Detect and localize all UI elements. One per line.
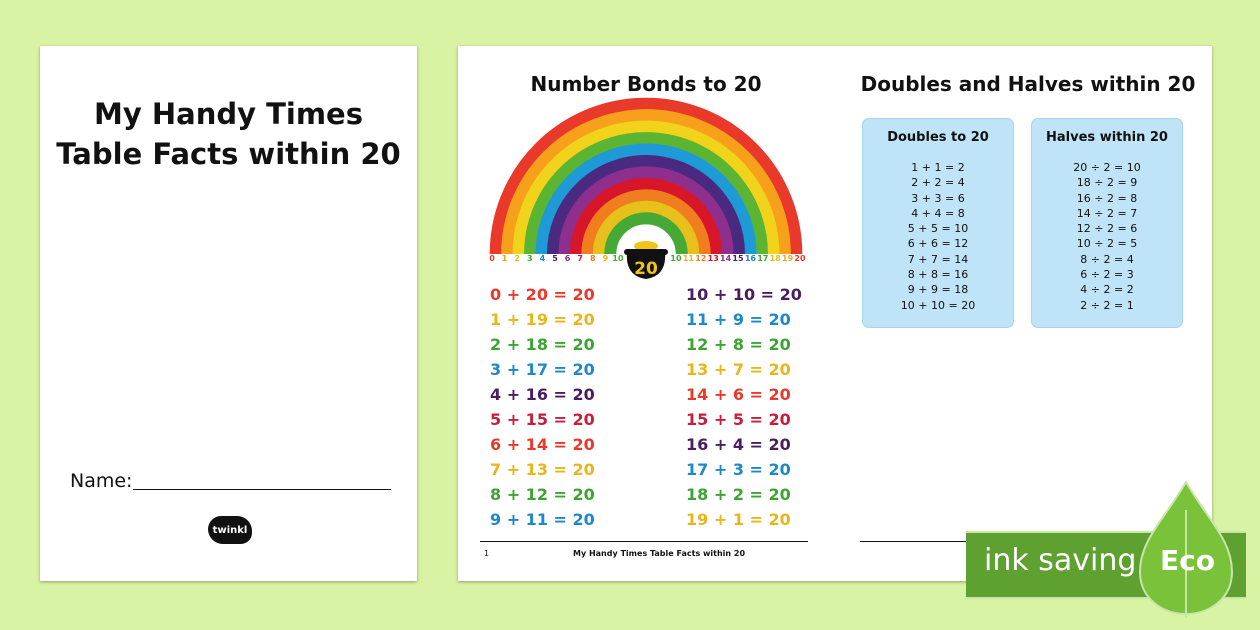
content-page [458, 46, 1212, 581]
bond-equation: 15 + 5 = 20 [686, 410, 791, 429]
fact-item: 10 + 10 = 20 [900, 298, 976, 312]
twinkl-logo: twinkl [208, 516, 252, 544]
halves-list [1032, 160, 1182, 313]
scale-label: 10 [670, 254, 682, 263]
fact-item: 7 + 7 = 14 [907, 252, 969, 266]
bond-equation: 11 + 9 = 20 [686, 310, 791, 329]
bond-equation: 0 + 20 = 20 [490, 285, 595, 304]
rainbow-graphic [488, 106, 804, 286]
scale-label: 1 [501, 254, 508, 263]
bond-equation: 9 + 11 = 20 [490, 510, 595, 529]
halves-box [1031, 118, 1183, 328]
scale-label: 11 [682, 254, 694, 263]
scale-label: 6 [564, 254, 571, 263]
bonds-right-column [686, 282, 802, 532]
scale-label: 2 [514, 254, 520, 263]
bond-equation: 7 + 13 = 20 [490, 460, 595, 479]
fact-item: 10 ÷ 2 = 5 [1076, 237, 1138, 251]
scale-label: 4 [539, 254, 546, 263]
bond-equation: 1 + 19 = 20 [490, 310, 595, 329]
eco-label: Eco [1160, 544, 1215, 577]
scale-label: 8 [590, 254, 596, 263]
bond-equation: 18 + 2 = 20 [686, 485, 791, 504]
footer-text: My Handy Times Table Facts within 20 [573, 549, 746, 558]
pot-of-gold-icon [624, 241, 668, 279]
scale-label: 17 [757, 254, 769, 263]
scale-label: 18 [769, 254, 781, 263]
name-line [133, 489, 391, 490]
fact-item: 1 + 1 = 2 [911, 161, 965, 174]
pot-number: 20 [634, 259, 658, 279]
scale-label: 0 [489, 254, 495, 263]
page-number: 1 [484, 549, 490, 558]
doubles-halves-title: Doubles and Halves within 20 [860, 72, 1196, 96]
bond-equation: 8 + 12 = 20 [490, 485, 595, 504]
scale-label: 19 [782, 254, 794, 263]
scale-label: 16 [744, 254, 756, 263]
bond-equation: 17 + 3 = 20 [686, 460, 791, 479]
fact-item: 6 + 6 = 12 [907, 237, 969, 251]
bond-equation: 19 + 1 = 20 [686, 510, 791, 529]
scale-label: 5 [552, 254, 558, 263]
cover-title [40, 94, 417, 174]
bond-equation: 5 + 15 = 20 [490, 410, 595, 429]
halves-box-title: Halves within 20 [1046, 130, 1168, 145]
scale-label: 12 [695, 254, 707, 263]
fact-item: 6 ÷ 2 = 3 [1080, 268, 1134, 282]
doubles-box-title: Doubles to 20 [887, 130, 989, 145]
fact-item: 20 ÷ 2 = 10 [1073, 161, 1141, 174]
bonds-left-column [490, 282, 595, 532]
cover-page [40, 46, 417, 581]
fact-item: 16 ÷ 2 = 8 [1076, 191, 1138, 205]
cover-title-line-2: Table Facts within 20 [56, 137, 401, 171]
scale-label: 14 [720, 254, 732, 263]
fact-item: 5 + 5 = 10 [907, 222, 969, 236]
scale-label: 15 [732, 254, 744, 263]
cover-title-line-1: My Handy Times [94, 97, 363, 131]
scale-label: 10 [612, 254, 624, 263]
number-bonds-title: Number Bonds to 20 [530, 72, 762, 96]
scale-label: 3 [527, 254, 533, 263]
fact-item: 4 ÷ 2 = 2 [1080, 283, 1134, 297]
fact-item: 12 ÷ 2 = 6 [1076, 222, 1138, 236]
footer-line-right [860, 541, 970, 542]
name-label: Name: [70, 470, 133, 492]
scale-label: 13 [707, 254, 719, 263]
rainbow-arcs [496, 104, 797, 254]
bond-equation: 12 + 8 = 20 [686, 335, 791, 354]
bond-equation: 10 + 10 = 20 [686, 285, 802, 304]
fact-item: 3 + 3 = 6 [911, 191, 965, 205]
doubles-box [862, 118, 1014, 328]
bond-equation: 16 + 4 = 20 [686, 435, 791, 454]
ink-saving-text: ink saving [984, 543, 1137, 578]
fact-item: 2 ÷ 2 = 1 [1080, 298, 1134, 312]
scale-label: 9 [602, 254, 609, 263]
doubles-list [863, 160, 1013, 313]
scale-label: 20 [794, 254, 806, 263]
fact-item: 18 ÷ 2 = 9 [1076, 176, 1138, 190]
footer-line-left [480, 541, 808, 542]
bond-equation: 14 + 6 = 20 [686, 385, 791, 404]
fact-item: 14 ÷ 2 = 7 [1076, 206, 1138, 220]
bond-equation: 3 + 17 = 20 [490, 360, 595, 379]
bond-equation: 2 + 18 = 20 [490, 335, 595, 354]
fact-item: 8 ÷ 2 = 4 [1080, 252, 1134, 266]
fact-item: 2 + 2 = 4 [911, 176, 965, 190]
fact-item: 4 + 4 = 8 [911, 206, 965, 220]
bond-equation: 6 + 14 = 20 [490, 435, 595, 454]
fact-item: 8 + 8 = 16 [907, 268, 969, 282]
fact-item: 9 + 9 = 18 [907, 283, 969, 297]
scale-label: 7 [577, 254, 583, 263]
bond-equation: 13 + 7 = 20 [686, 360, 791, 379]
bond-equation: 4 + 16 = 20 [490, 385, 595, 404]
